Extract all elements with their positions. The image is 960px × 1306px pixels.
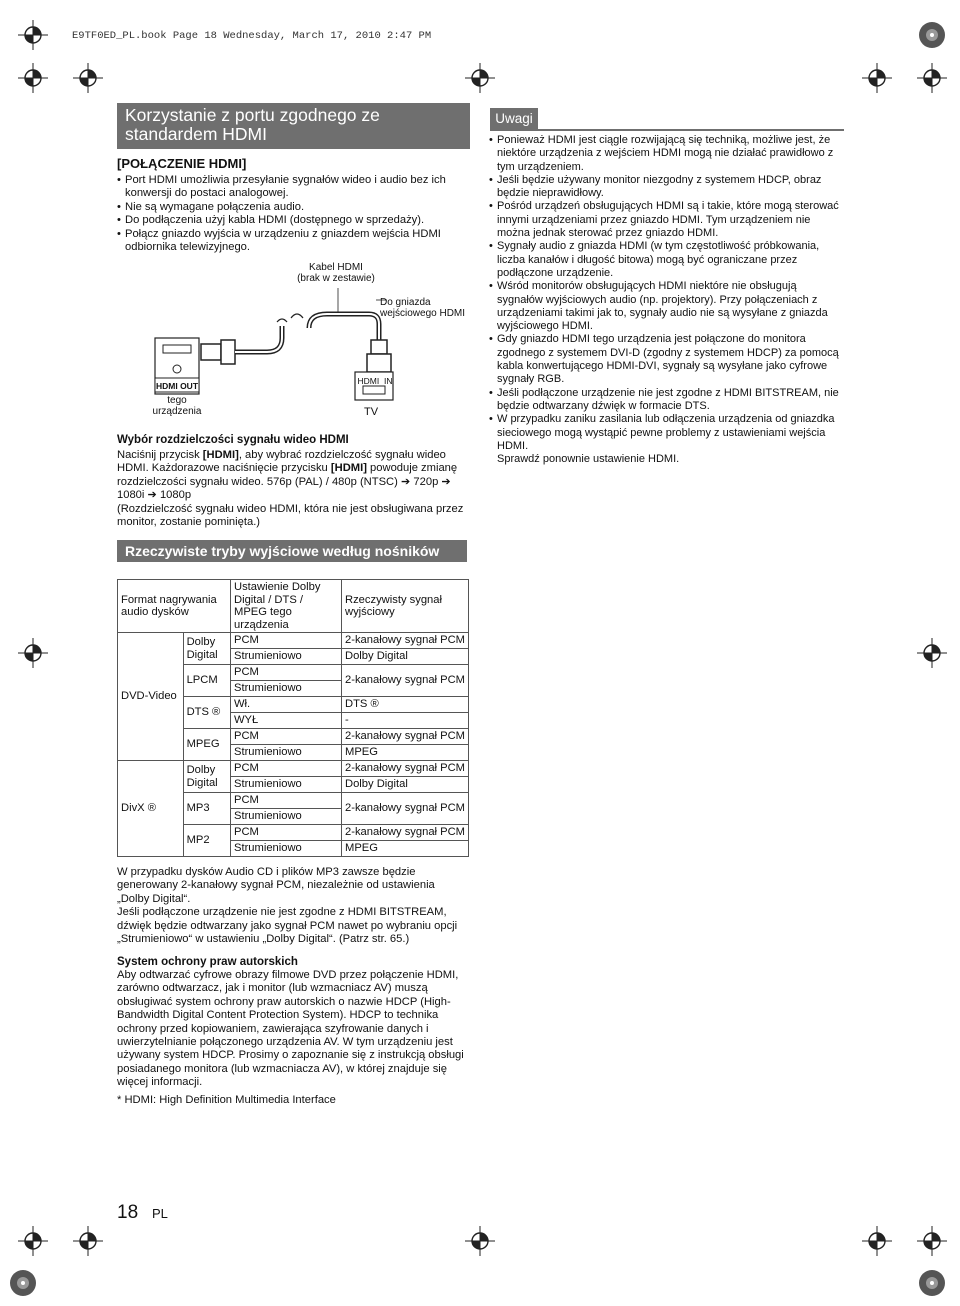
- copyright-text: Aby odtwarzać cyfrowe obrazy filmowe DVD przez połączenie HDMI, zarówno odtwarzacz, jak i monitor (lub wzmacniacz AV) muszą obsługiwać system ochrony praw autorskich o nazwie HDCP (High-Bandwidth Digital Content Protection System). HDCP to technika ochrony przed kopiowaniem, zawierająca szyfrowanie danych i uwierzytelnianie połączonego urządzenia AV. W tym urządzeniu jest używany system HDCP. Prosimy o zapoznanie się z instrukcją obsługi posiadanego monitora (lub wzmacniacza AV), w której znajduje się więcej informacji.: [117, 969, 464, 1089]
- print-header: E9TF0ED_PL.book Page 18 Wednesday, March 17, 2010 2:47 PM: [72, 30, 432, 42]
- copyright-section: [117, 956, 472, 1090]
- table-cell: MPEG: [342, 841, 469, 857]
- table-cell: Strumieniowo: [231, 809, 342, 825]
- table-cell: 2-kanałowy sygnał PCM: [342, 825, 469, 841]
- table-cell: PCM: [231, 665, 342, 681]
- registration-mark-icon: [862, 63, 892, 93]
- list-item: • Do podłączenia użyj kabla HDMI (dostępnego w sprzedaży).: [117, 214, 472, 227]
- resolution-heading: Wybór rozdzielczości sygnału wideo HDMI: [117, 434, 349, 446]
- registration-mark-icon: [73, 1226, 103, 1256]
- registration-mark-icon: [465, 1226, 495, 1256]
- resolution-note: (Rozdzielczość sygnału wideo HDMI, która nie jest obsługiwana przez monitor, zostanie pominięta.): [117, 502, 464, 529]
- list-item: • Pośród urządzeń obsługujących HDMI są i takie, które mogą sterować innymi urządzeniami przez gniazdo HDMI. Tym urządzeniem nie można jednak sterować przez gniazdo HDMI.: [489, 200, 845, 240]
- notes-section: [489, 134, 845, 466]
- codec-mp3: MP3: [183, 793, 230, 825]
- table-cell: Dolby Digital: [342, 777, 469, 793]
- notes-list: [489, 134, 845, 453]
- list-item: • Ponieważ HDMI jest ciągle rozwijającą się techniką, możliwe jest, że niektóre urządzenia z wejściem HDMI mogą nie działać prawidłowo z tym urządzeniem.: [489, 134, 845, 174]
- hdmi-key-label: [HDMI]: [202, 449, 239, 461]
- list-item: • W przypadku zaniku zasilania lub odłączenia urządzenia od gniazdka sieciowego mogą wystąpić pewne problemy z ustawieniami wejścia HDMI.: [489, 413, 845, 453]
- table-cell: PCM: [231, 633, 342, 649]
- table-cell: 2-kanałowy sygnał PCM: [342, 793, 469, 825]
- list-item: • Jeśli będzie używany monitor niezgodny z systemem HDCP, obraz będzie nieprawidłowy.: [489, 174, 845, 201]
- table-cell: Strumieniowo: [231, 841, 342, 857]
- notes-divider: [490, 129, 844, 131]
- connection-section: [117, 156, 472, 254]
- hdmi-plug-right: [371, 340, 387, 354]
- list-item: • Sygnały audio z gniazda HDMI (w tym częstotliwość próbkowania, liczba kanałów i długość bitowa) mogą być ograniczane przez podłączone urządzenie.: [489, 240, 845, 280]
- page-language: PL: [152, 1206, 168, 1221]
- table-row: [118, 761, 469, 777]
- registration-mark-icon: [18, 638, 48, 668]
- table-cell: Dolby Digital: [342, 649, 469, 665]
- starburst-mark-icon: [917, 1268, 947, 1298]
- list-item: • Gdy gniazdo HDMI tego urządzenia jest połączone do monitora zgodnego z systemem DVI-D (zgodny z systemem HDCP) za pomocą kabla konwertującego HDMI-DVI, sygnały są wysyłane jako cyfrowe sygnały RGB.: [489, 333, 845, 386]
- page-title: Korzystanie z portu zgodnego ze standardem HDMI: [117, 103, 470, 149]
- table-cell: WYŁ: [231, 713, 342, 729]
- list-item: • Połącz gniazdo wyjścia w urządzeniu z gniazdem wejścia HDMI odbiornika telewizyjnego.: [117, 228, 472, 255]
- list-item: • Port HDMI umożliwia przesyłanie sygnałów wideo i audio bez ich konwersji do postaci analogowej.: [117, 174, 472, 201]
- output-modes-table: [117, 579, 469, 857]
- table-cell: PCM: [231, 761, 342, 777]
- footnote: * HDMI: High Definition Multimedia Interface: [117, 1094, 336, 1106]
- codec-mpeg: MPEG: [183, 729, 230, 761]
- format-dvd: DVD-Video: [118, 633, 184, 761]
- page-number: 18: [117, 1202, 139, 1223]
- table-cell: 2-kanałowy sygnał PCM: [342, 633, 469, 649]
- codec-dolby: Dolby Digital: [183, 633, 230, 665]
- cable-break-mark: [291, 314, 303, 318]
- registration-mark-icon: [18, 1226, 48, 1256]
- codec-dolby: Dolby Digital: [183, 761, 230, 793]
- starburst-mark-icon: [8, 1268, 38, 1298]
- table-cell: Strumieniowo: [231, 745, 342, 761]
- table-row: [118, 580, 469, 633]
- list-item: • Wśród monitorów obsługujących HDMI niektóre nie obsługują sygnałów wyjściowych audio (np. projektory). Przy połączeniach z urządzeniami takimi jak to, sygnały audio nie są wysyłane z gniazda wyjściowego HDMI.: [489, 280, 845, 333]
- table-cell: 2-kanałowy sygnał PCM: [342, 665, 469, 697]
- table-row: [118, 633, 469, 649]
- resolution-text: [117, 449, 472, 503]
- hdmi-out-text: HDMI OUT: [155, 381, 199, 391]
- resolution-section: [117, 434, 472, 529]
- table-cell: DTS ®: [342, 697, 469, 713]
- format-divx: DivX ®: [118, 761, 184, 857]
- table-cell: PCM: [231, 793, 342, 809]
- registration-mark-icon: [18, 63, 48, 93]
- hdmi-cable: [235, 326, 282, 352]
- hdmi-plug-left: [201, 344, 221, 360]
- header-output: Rzeczywisty sygnał wyjściowy: [342, 580, 469, 633]
- table-cell: PCM: [231, 729, 342, 745]
- notes-label: Uwagi: [490, 108, 538, 130]
- list-item: • Nie są wymagane połączenia audio.: [117, 201, 472, 214]
- copyright-heading: System ochrony praw autorskich: [117, 956, 298, 968]
- codec-mp2: MP2: [183, 825, 230, 857]
- codec-lpcm: LPCM: [183, 665, 230, 697]
- note-audio-cd: W przypadku dysków Audio CD i plików MP3 zawsze będzie generowany 2-kanałowy sygnał PCM, niezależnie od ustawienia „Dolby Digital“.: [117, 866, 435, 905]
- hdmi-in-text: HDMI IN: [357, 376, 393, 386]
- table-cell: Wł.: [231, 697, 342, 713]
- starburst-mark-icon: [917, 20, 947, 50]
- hdmi-key-label: [HDMI]: [330, 462, 367, 475]
- text-run: Naciśnij przycisk: [117, 449, 203, 461]
- registration-mark-icon: [465, 63, 495, 93]
- registration-mark-icon: [917, 638, 947, 668]
- table-cell: Strumieniowo: [231, 777, 342, 793]
- note-bitstream: Jeśli podłączone urządzenie nie jest zgodne z HDMI BITSTREAM, dźwięk będzie odtwarzany jako sygnał PCM nawet po wybraniu opcji „Strumieniowo“ w ustawieniu „Dolby Digital“. (Patrz str. 65.): [117, 906, 458, 946]
- registration-mark-icon: [917, 1226, 947, 1256]
- cable-label: Kabel HDMI (brak w zestawie): [297, 262, 375, 284]
- registration-mark-icon: [862, 1226, 892, 1256]
- codec-dts: DTS ®: [183, 697, 230, 729]
- device-label: tego urządzenia: [152, 395, 202, 417]
- table-cell: 2-kanałowy sygnał PCM: [342, 761, 469, 777]
- table-cell: -: [342, 713, 469, 729]
- header-format: Format nagrywania audio dysków: [118, 580, 231, 633]
- text-run: powoduje zmianę rozdzielczości sygnału wideo. 576p (PAL) / 480p (NTSC) ➔ 720p ➔ 1080i ➔ 1080p: [117, 462, 458, 502]
- text-run: , aby wybrać rozdzielczość sygnału wideo HDMI. Każdorazowe naciśnięcie przycisku: [117, 449, 446, 475]
- table-cell: Strumieniowo: [231, 681, 342, 697]
- registration-mark-icon: [18, 20, 48, 50]
- connection-list: [117, 174, 472, 254]
- after-table-notes: [117, 866, 467, 946]
- connection-heading: [POŁĄCZENIE HDMI]: [117, 156, 247, 171]
- registration-mark-icon: [917, 63, 947, 93]
- hdmi-input-label: Do gniazda wejściowego HDMI: [380, 297, 466, 319]
- list-item: • Jeśli podłączone urządzenie nie jest zgodne z HDMI BITSTREAM, nie będzie odtwarzany dźwięk w formacie DTS.: [489, 387, 845, 414]
- header-setting: Ustawienie Dolby Digital / DTS / MPEG tego urządzenia: [231, 580, 342, 633]
- modes-heading: Rzeczywiste tryby wyjściowe według nośników: [117, 540, 467, 562]
- registration-mark-icon: [73, 63, 103, 93]
- table-cell: PCM: [231, 825, 342, 841]
- table-cell: 2-kanałowy sygnał PCM: [342, 729, 469, 745]
- table-cell: Strumieniowo: [231, 649, 342, 665]
- tv-label: TV: [364, 406, 379, 418]
- table-cell: MPEG: [342, 745, 469, 761]
- notes-tail: Sprawdź ponownie ustawienie HDMI.: [497, 453, 680, 466]
